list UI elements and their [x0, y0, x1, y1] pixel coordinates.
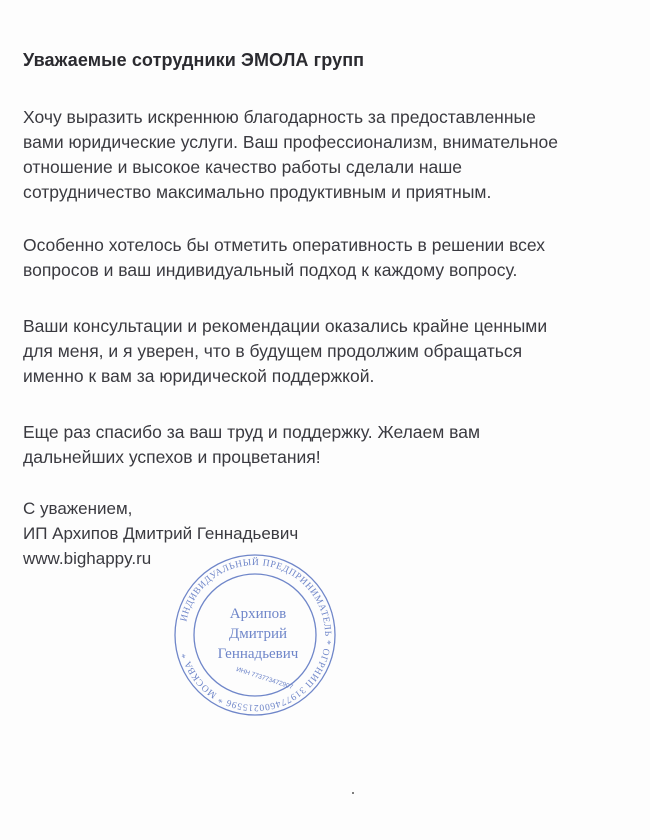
- text-line: Хочу выразить искреннюю благодарность за предоставленные: [23, 107, 536, 127]
- text-line: отношение и высокое качество работы сделали наше: [23, 157, 463, 177]
- paragraph-consultations: [23, 314, 638, 389]
- text-line: дальнейших успехов и процветания!: [23, 447, 321, 467]
- paper-speck: [352, 792, 354, 794]
- seal-line-patronymic: Геннадьевич: [217, 646, 299, 662]
- signature-name: ИП Архипов Дмитрий Геннадьевич: [23, 524, 299, 543]
- seal-line-surname: Архипов: [229, 606, 287, 622]
- text-line: Еще раз спасибо за ваш труд и поддержку. Желаем вам: [23, 422, 481, 442]
- text-line: именно к вам за юридической поддержкой.: [23, 366, 375, 386]
- company-seal: [172, 552, 338, 718]
- seal-inn: ИНН 773773472907: [235, 666, 294, 692]
- text-line: Особенно хотелось бы отметить оперативность в решении всех: [23, 235, 545, 255]
- paragraph-gratitude: [23, 105, 638, 205]
- paragraph-thanks: [23, 420, 638, 470]
- signature-website: www.bighappy.ru: [23, 549, 152, 568]
- text-line: для меня, и я уверен, что в будущем продолжим обращаться: [23, 341, 523, 361]
- text-line: вами юридические услуги. Ваш профессионализм, внимательное: [23, 132, 558, 152]
- letter-title: Уважаемые сотрудники ЭМОЛА групп: [23, 50, 365, 70]
- text-line: вопросов и ваш индивидуальный подход к каждому вопросу.: [23, 260, 518, 280]
- text-line: Ваши консультации и рекомендации оказались крайне ценными: [23, 316, 548, 336]
- paragraph-efficiency: [23, 233, 638, 283]
- seal-outer-text: ИНДИВИДУАЛЬНЫЙ ПРЕДПРИНИМАТЕЛЬ * ОГРНИП 319774600215596 * МОСКВА *: [179, 557, 333, 713]
- text-line: сотрудничество максимально продуктивным и приятным.: [23, 182, 492, 202]
- seal-line-name: Дмитрий: [228, 626, 288, 642]
- signature-closing: С уважением,: [23, 499, 133, 518]
